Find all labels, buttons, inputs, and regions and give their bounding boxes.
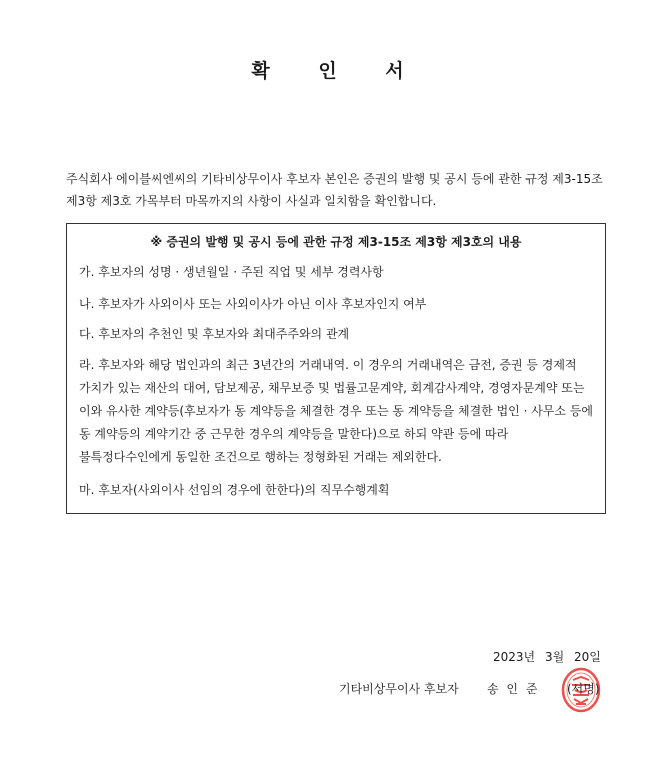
item-ra: 라. 후보자와 해당 법인과의 최근 3년간의 거래내역. 이 경우의 거래내역은 금전, 증권 등 경제적 가치가 있는 재산의 대여, 담보제공, 채무보증 및 법률고문계약, 회계감사계약, 경영자문계약 또는 이와 유사한 계약등(후보자가 동 계약등을 체결한 경우 또는 동 계약등을 체결한 법인 · 사무소 등에 동 계약등의 계약기간 중 근무한 경우의 계약등을 말한다)으로 하되 약관 등에 따라 불특정다수인에게 동일한 조건으로 행하는 정형화된 거래는 제외한다. — [79, 358, 593, 464]
item-da: 다. 후보자의 추천인 및 후보자와 최대주주와의 관계 — [79, 327, 350, 341]
signer-role: 기타비상무이사 후보자 — [339, 682, 459, 696]
signature-mark: (서명) — [567, 682, 600, 696]
document-title: 확 인 서 — [251, 60, 405, 82]
item-ga: 가. 후보자의 성명 · 생년월일 · 주된 직업 및 세부 경력사항 — [79, 265, 384, 279]
regulation-box — [66, 223, 606, 514]
date: 2023년 3월 20일 — [493, 650, 601, 664]
signer-name: 송 인 준 — [487, 682, 540, 696]
intro-paragraph: 주식회사 에이블씨엔씨의 기타비상무이사 후보자 본인은 증권의 발행 및 공시 등에 관한 규정 제3-15조 제3항 제3호 가목부터 마목까지의 사항이 사실과 일치함을 확인합니다. — [66, 172, 603, 208]
box-heading: ※ 증권의 발행 및 공시 등에 관한 규정 제3-15조 제3항 제3호의 내용 — [150, 235, 522, 249]
item-na: 나. 후보자가 사외이사 또는 사외이사가 아닌 이사 후보자인지 여부 — [79, 297, 427, 311]
item-ma: 마. 후보자(사외이사 선임의 경우에 한한다)의 직무수행계획 — [79, 483, 390, 497]
